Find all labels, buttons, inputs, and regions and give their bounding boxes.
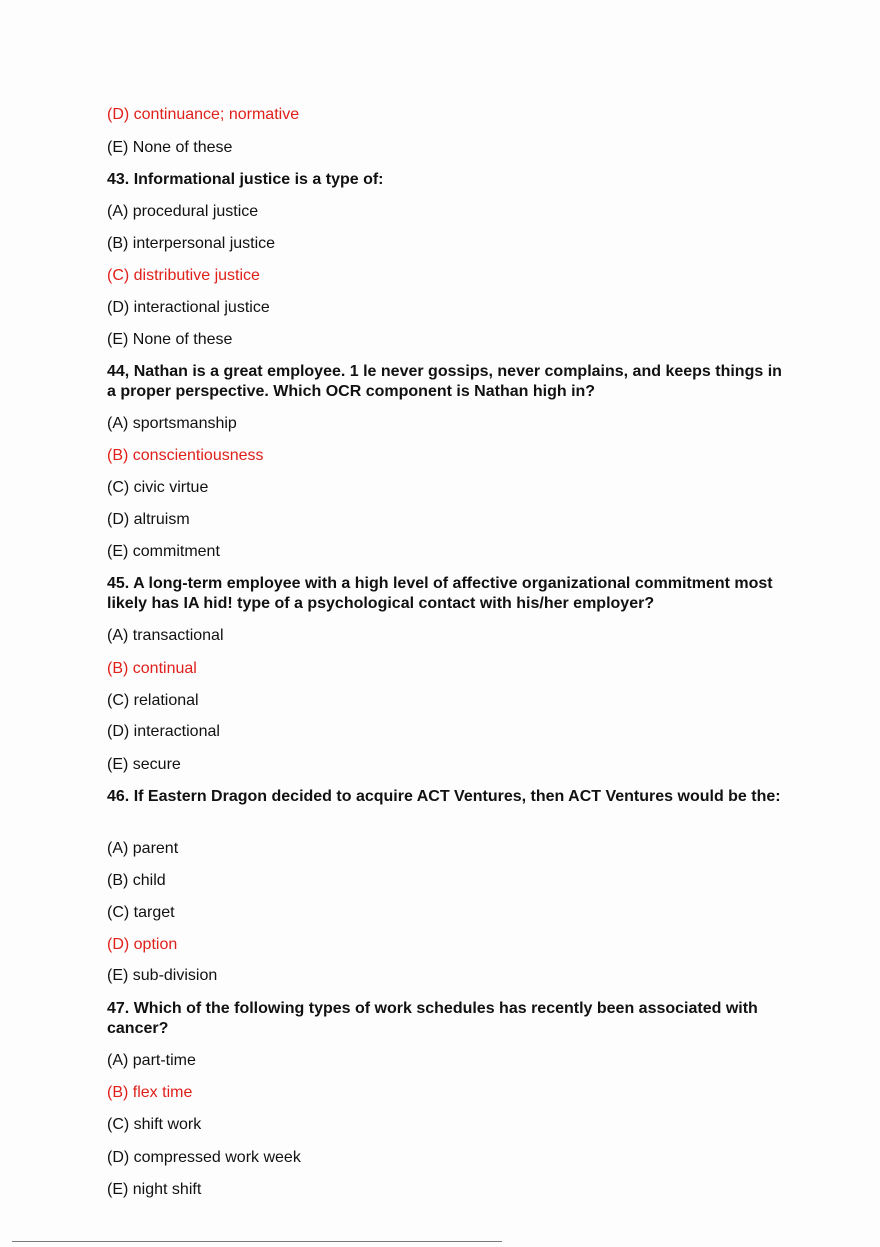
answer-option: (B) child [107, 872, 166, 889]
answer-option: (E) secure [107, 756, 181, 773]
answer-option: (A) parent [107, 840, 179, 857]
answer-option: (B) flex time [107, 1084, 193, 1101]
answer-option: (B) continual [107, 660, 197, 677]
footer-divider [12, 1241, 502, 1242]
answer-option: (A) part-time [107, 1052, 196, 1069]
answer-option: (C) relational [107, 692, 199, 709]
answer-option: (E) sub-division [107, 967, 218, 984]
answer-option: (B) interpersonal justice [107, 235, 276, 252]
answer-option: (D) option [107, 936, 178, 953]
answer-option: (E) night shift [107, 1181, 202, 1198]
answer-option: (D) continuance; normative [107, 106, 300, 123]
answer-option: (D) altruism [107, 511, 190, 528]
answer-option: (D) compressed work week [107, 1149, 301, 1166]
answer-option: (E) commitment [107, 543, 220, 560]
answer-option: (D) interactional [107, 723, 220, 740]
question-45: 45. A long-term employee with a high level of affective organizational commitment most likely has IA hid! type of a psychological contact with his/her employer? [107, 575, 773, 612]
answer-option: (C) target [107, 904, 175, 921]
answer-option: (C) civic virtue [107, 479, 209, 496]
answer-option: (C) distributive justice [107, 267, 260, 284]
question-43: 43. Informational justice is a type of: [107, 171, 384, 188]
answer-option: (A) procedural justice [107, 203, 259, 220]
answer-option: (A) sportsmanship [107, 415, 237, 432]
question-46: 46. If Eastern Dragon decided to acquire ACT Ventures, then ACT Ventures would be the: [107, 788, 781, 805]
answer-option: (C) shift work [107, 1116, 202, 1133]
answer-option: (A) transactional [107, 627, 224, 644]
answer-option: (E) None of these [107, 331, 233, 348]
answer-option: (B) conscientiousness [107, 447, 264, 464]
answer-option: (E) None of these [107, 139, 233, 156]
question-44: 44, Nathan is a great employee. 1 le never gossips, never complains, and keeps things in a proper perspective. Which OCR component is Nathan high in? [107, 363, 782, 400]
answer-option: (D) interactional justice [107, 299, 270, 316]
question-47: 47. Which of the following types of work schedules has recently been associated with cancer? [107, 1000, 758, 1037]
